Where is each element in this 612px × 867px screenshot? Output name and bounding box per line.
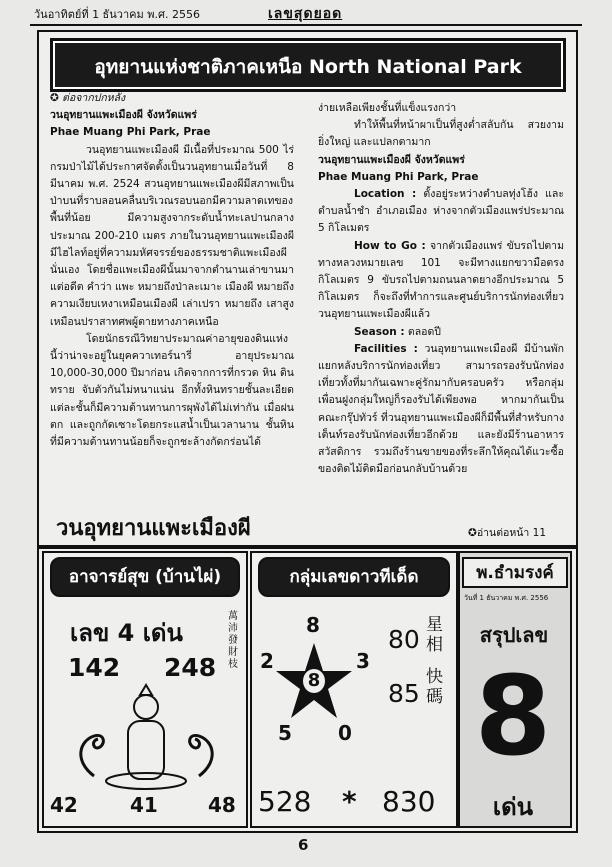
panel2-bottom-number: 830 [382, 785, 436, 818]
season-text: ตลอดปี [407, 325, 441, 338]
panel1-right-number: 248 [164, 653, 217, 682]
panel2-title: กลุ่มเลขดาวทีเด็ด [258, 557, 450, 597]
how-to-go-text: จากตัวเมืองแพร่ ขับรถไปตามทางหลวงหมายเลข 101 จะมีทางแยกขวามือตรงกิโลเมตร 9 ขับรถไปตามถนนลาดยางอีกประมาณ 5 กิโลเมตร ก็จะถึงที่ทำการและศูนย์บริการนักท่องเที่ยววนอุทยานแพะเมืองผีแล้ว [318, 239, 565, 321]
article-banner [50, 38, 566, 92]
article-subtitle: วนอุทยานแพะเมืองผี [56, 516, 251, 541]
page-number: 6 [298, 836, 309, 854]
col2-park-name-en: Phae Muang Phi Park, Prae [318, 170, 479, 183]
star-center-number: 8 [303, 669, 325, 693]
panel1-bottom-number: 41 [130, 793, 158, 817]
panel2-bottom-number: 528 [258, 785, 312, 818]
continued-to-note: ✪อ่านต่อหน้า 11 [468, 527, 547, 539]
asterisk-separator: * [342, 785, 357, 818]
season-label: Season : [354, 325, 405, 338]
col2-paragraph: ทำให้พื้นที่หน้าผาเป็นที่สูงต่ำสลับกัน สวยงาม ยิ่งใหญ่ และแปลกตามาก [318, 119, 564, 149]
panel3-big-number: 8 [474, 652, 552, 780]
how-to-go-info [318, 238, 564, 324]
col1-paragraph: โดยนักธรณีวิทยาประมาณค่าอายุของดินแห่งนี้ว่าน่าจะอยู่ในยุคควาเทอร์นารี่ อายุประมาณ 10,000-30,000 ปีมาก่อน เกิดจากการที่กรวด หิน ดิน ทราย จับตัวกันไม่หนาแน่น อีกทั้งหินทรายชั้นละเอียดแต่ละชั้นก็มีความต้านทานการผุพังได้ไม่เท่ากัน เมื่อฝนตก และถูกกัดเซาะโดยกระแสน้ำเป็นเวลานาน ชั้นหินที่มีความต้านทานน้อยก็จะถูกชะล้างกัดกร่อนได้ [50, 332, 294, 449]
panel1-title: อาจารย์สุข (บ้านไผ่) [50, 557, 240, 597]
panel-ajarn-suk [42, 551, 248, 828]
panel-pho-thamrong [458, 551, 572, 828]
publication-title: เลขสุดยอด [268, 6, 343, 22]
star-number-left: 2 [260, 649, 274, 673]
panel1-bottom-number: 48 [208, 793, 236, 817]
article-title: อุทยานแห่งชาติภาคเหนือ North National Park [94, 56, 522, 78]
buddha-naga-illustration [64, 681, 229, 791]
facilities-text: วนอุทยานแพะเมืองผี มีบ้านพักแยกหลังบริการนักท่องเที่ยว สามารถรองรับนักท่องเที่ยวทั้งที่มากันเฉพาะคู่รักมากับครอบครัว หรือกลุ่มเพื่อนฝูงกลุ่มใหญ่ก็รองรับได้เพียงพอ หากมากันเป็นคณะกรุ๊ปทัวร์ ที่วนอุทยานแพะเมืองผีก็มีพื้นที่สำหรับกางเต็นท์รองรับนักท่องเที่ยวอีกด้วย และยังมีร้านอาหารสวัสดิการ รวมถึงร้านขายของที่ระลึกให้คุณได้แวะซื้อของติดไม้ติดมือก่อนกลับบ้านด้วย [318, 342, 564, 476]
location-label: Location : [354, 188, 417, 201]
star-number-top: 8 [306, 613, 320, 637]
location-info [318, 186, 564, 238]
location-text: ตั้งอยู่ระหว่างตำบลทุ่งโฮ้ง และตำบลน้ำชำ อำเภอเมือง ห่างจากตัวเมืองแพร่ประมาณ 5 กิโลเมตร [318, 188, 564, 235]
how-to-go-label: How to Go : [354, 239, 426, 252]
star-number-bottom-right: 0 [338, 721, 352, 745]
panel-star-numbers [250, 551, 458, 828]
panel3-date: วันที่ 1 ธันวาคม พ.ศ. 2556 [464, 594, 549, 602]
col2-paragraph: ง่ายเหลือเพียงชั้นที่แข็งแรงกว่า [318, 102, 457, 114]
col1-paragraph: วนอุทยานแพะเมืองผี มีเนื้อที่ประมาณ 500 ไร่ กรมป่าไม้ได้ประกาศจัดตั้งเป็นวนอุทยานเมื่อวันที่ 8 มีนาคม พ.ศ. 2524 สวนอุทยานแพะเมืองผีมีสภาพเป็นป่าบนที่ราบลอนคลื่นบริเวณรอบนอกมีความลาดเทของพื้นที่น้อย มีความสูงจากระดับน้ำทะเลปานกลางประมาณ 200-210 เมตร ภายในวนอุทยานแพะเมืองผี มีไฮไลท์อยู่ที่ความมหัศจรรย์ของธรรมชาติแพะเมืองผีนั่นเอง โดยชื่อแพะเมืองผีนั้นมาจากตำนานเล่าขานมาแต่อดีต คำว่า แพะ หมายถึงป่าละเมาะ เมืองผี หมายถึง ความเงียบเหงาเหมือนเมืองผี เล่าเปรา หมายถึง เสาสูงเหมือนปราสาทศพผู้ตายทางภาคเหนือ [50, 143, 294, 328]
facilities-info [318, 341, 564, 479]
col1-park-name-en: Phae Muang Phi Park, Prae [50, 126, 211, 139]
chinese-label-top: 星相 [426, 615, 443, 655]
article-column-1 [50, 90, 294, 451]
page-header [0, 0, 612, 26]
panel1-left-number: 142 [68, 653, 121, 682]
issue-date: วันอาทิตย์ที่ 1 ธันวาคม พ.ศ. 2556 [34, 8, 200, 21]
panel1-bottom-number: 42 [50, 793, 78, 817]
panel3-bottom-label: เด่น [492, 793, 534, 821]
star-bullet-icon: ✪ [468, 527, 477, 539]
header-rule [30, 24, 582, 26]
article-column-2 [318, 100, 564, 478]
chinese-label-bottom: 快碼 [426, 667, 443, 707]
right-number: 80 [388, 625, 420, 654]
panel3-title: พ.ธำมรงค์ [462, 557, 568, 588]
right-number: 85 [388, 679, 420, 708]
panel1-chinese-text: 萬沛發財枝 [228, 611, 238, 670]
season-info [318, 324, 564, 341]
star-number-right: 3 [356, 649, 370, 673]
continued-from-note: ✪ ต่อจากปกหลัง [50, 92, 126, 104]
panel3-summary-label: สรุปเลข [479, 623, 549, 647]
col2-park-name: วนอุทยานแพะเมืองผี จังหวัดแพร่ [318, 153, 465, 166]
star-number-bottom-left: 5 [278, 721, 292, 745]
col1-park-name: วนอุทยานแพะเมืองผี จังหวัดแพร่ [50, 109, 197, 122]
star-bullet-icon: ✪ [50, 92, 63, 104]
facilities-label: Facilities : [354, 342, 418, 355]
panel1-headline: เลข 4 เด่น [70, 619, 183, 647]
